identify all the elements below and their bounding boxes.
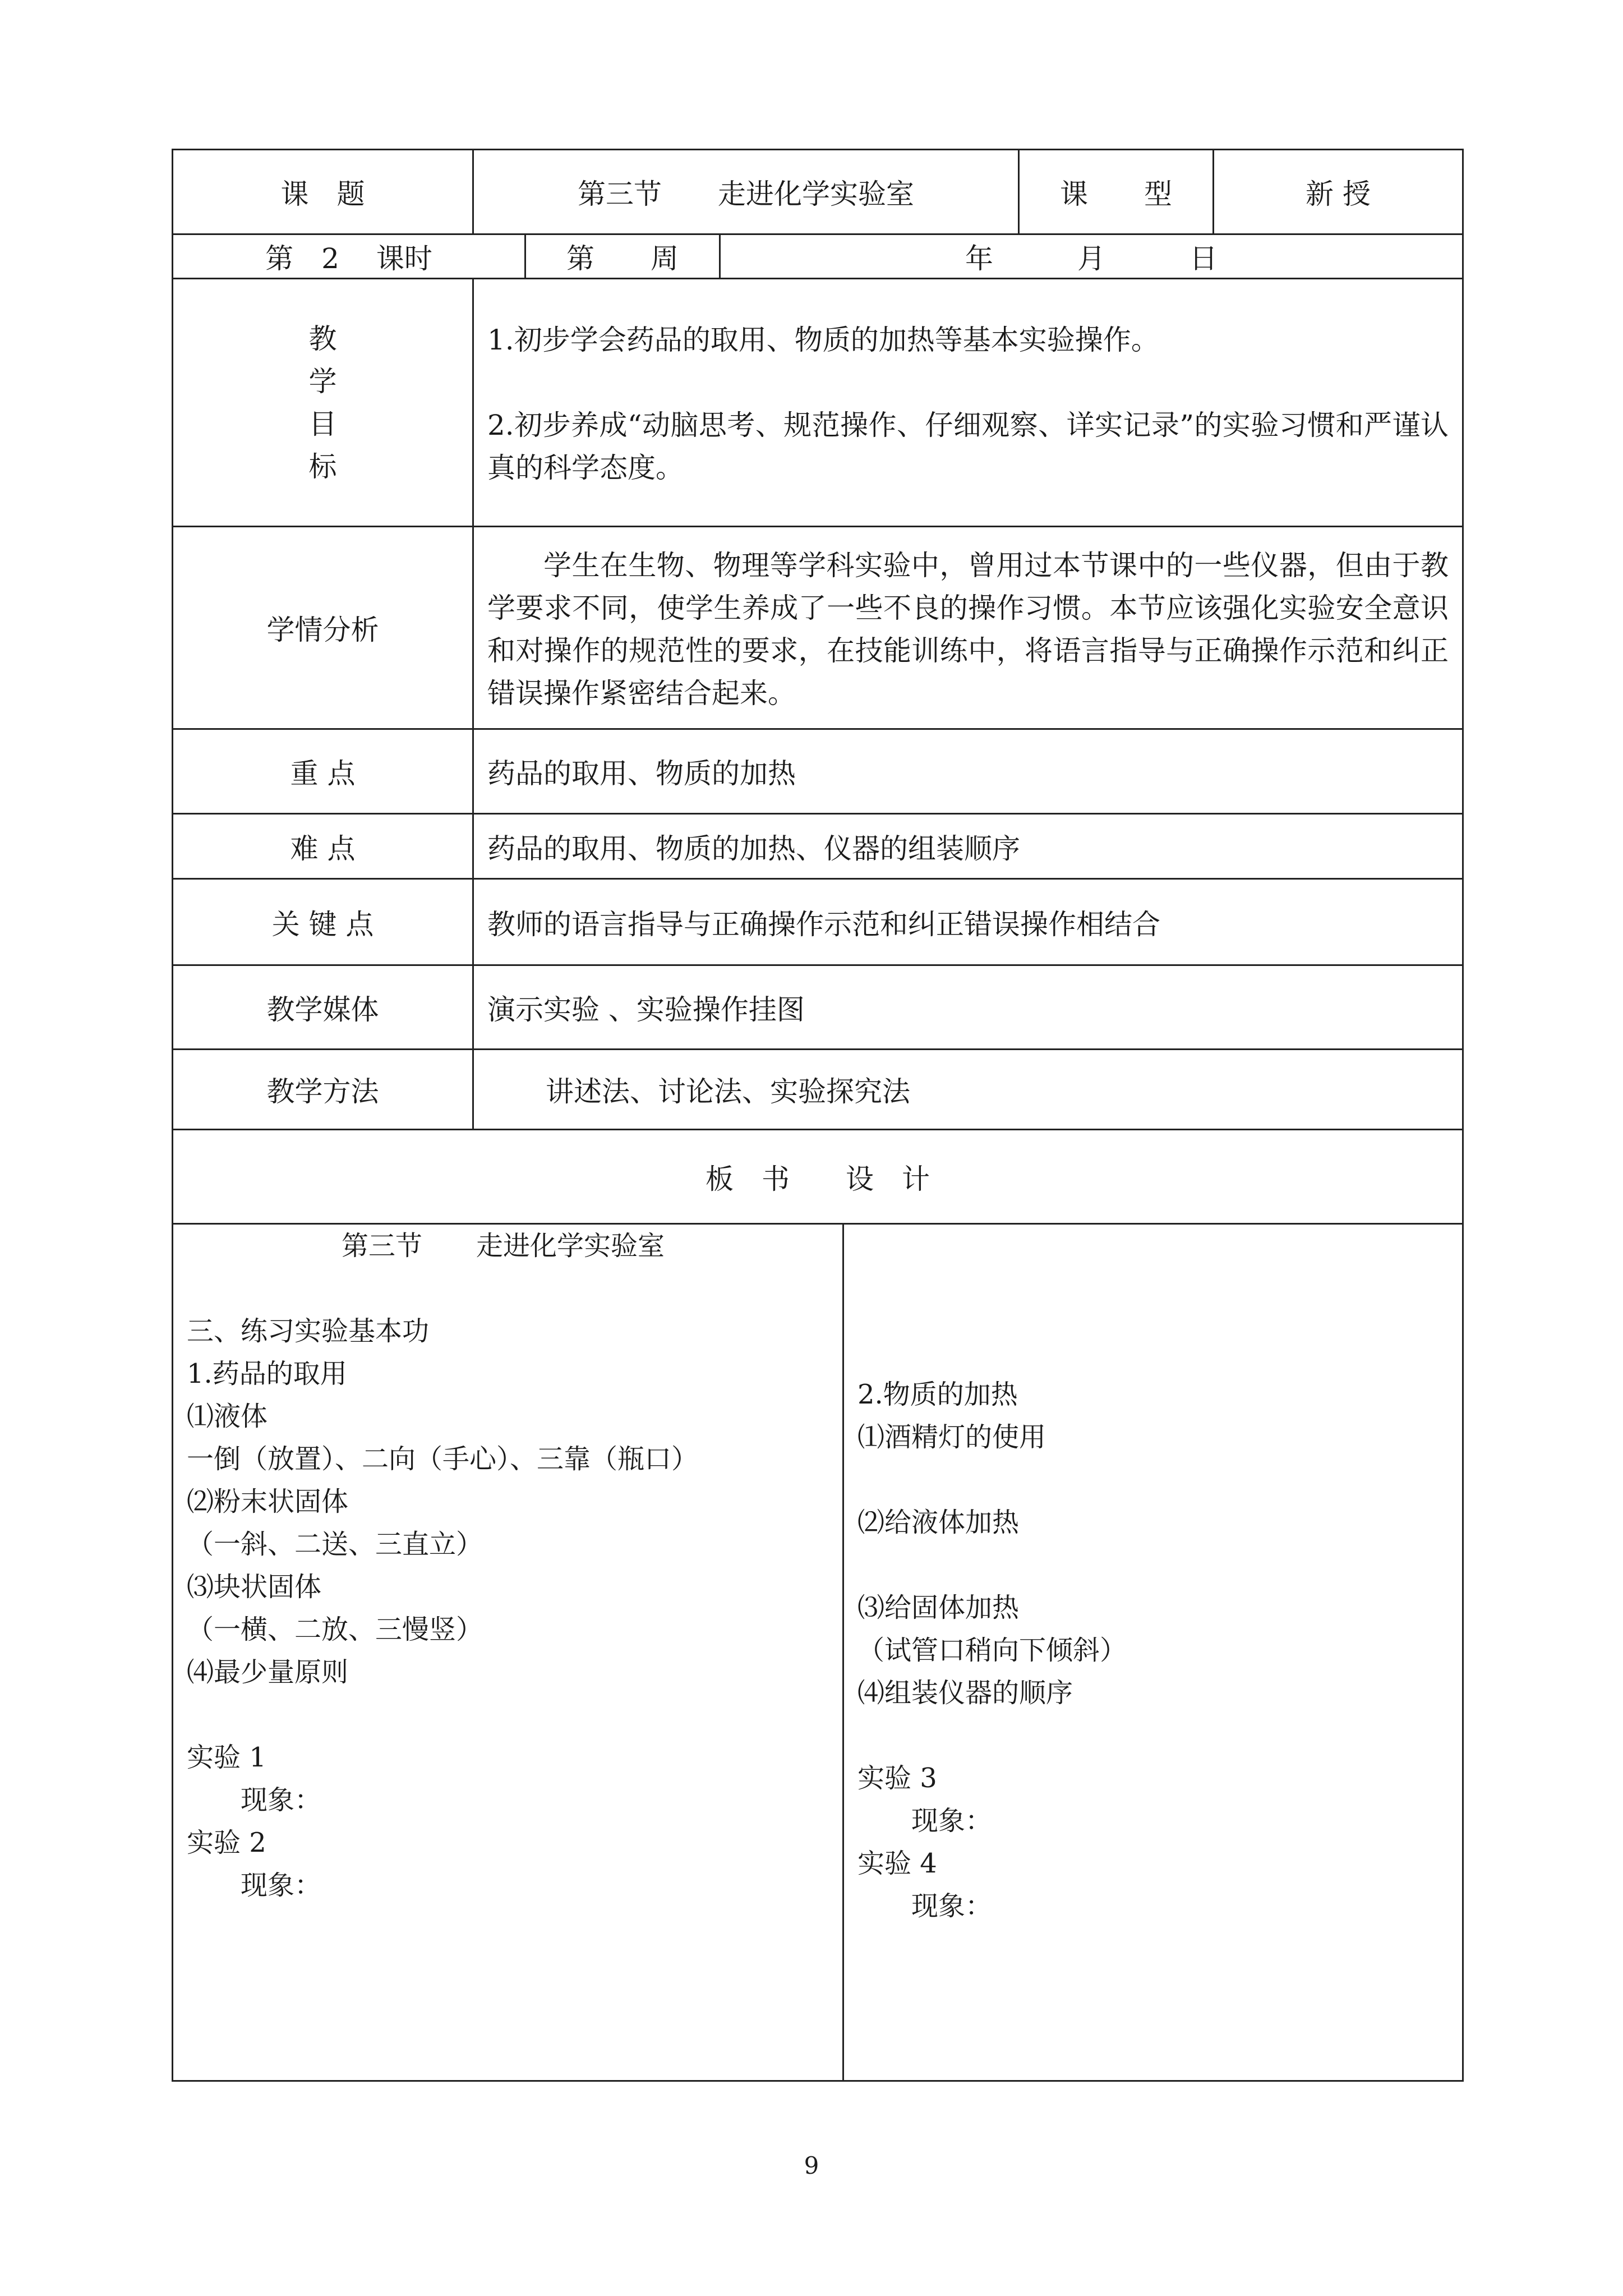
topic-row [173, 150, 1462, 235]
topic-value-text: 第三节 走进化学实验室 [578, 178, 914, 210]
analysis-row [173, 527, 1462, 730]
board-right-line: 现象： [857, 1890, 993, 1922]
objectives-label-char-1: 教 [308, 322, 337, 355]
page-number: 9 [804, 2152, 819, 2179]
key-point-label-text: 重 点 [290, 757, 356, 790]
key-point-row [173, 730, 1462, 815]
difficult-point-value [474, 815, 1462, 878]
media-value [474, 966, 1462, 1048]
board-right-line: 实验 3 [857, 1763, 937, 1794]
board-left-line [187, 1694, 698, 1736]
board-left-line: 1.药品的取用 [187, 1358, 347, 1389]
board-right-line: 实验 4 [857, 1848, 937, 1879]
board-left-line: ⑷最少量原则 [187, 1657, 349, 1688]
media-label [173, 966, 474, 1048]
type-label-text: 课 型 [1060, 178, 1172, 210]
board-right-line [857, 1714, 1127, 1757]
method-value-text: 讲述法、讨论法、实验探究法 [546, 1075, 910, 1108]
method-label [173, 1050, 474, 1129]
analysis-text: 学生在生物、物理等学科实验中，曾用过本节课中的一些仪器，但由于教学要求不同，使学生养成了一些不良的操作习惯。本节应该强化实验安全意识和对操作的规范性的要求，在技能训练中，将语言指导与正确操作示范和纠正错误操作紧密结合起来。 [487, 549, 1449, 710]
board-right-line: ⑴酒精灯的使用 [857, 1421, 1046, 1453]
board-title [173, 1130, 1462, 1223]
board-content [173, 1225, 1462, 2080]
critical-point-label-text: 关 键 点 [271, 908, 374, 941]
objectives-row [173, 279, 1462, 527]
type-value-text: 新 授 [1306, 178, 1371, 210]
type-value [1214, 150, 1462, 233]
objective-item-2: 2.初步养成“动脑思考、规范操作、仔细观察、详实记录”的实验习惯和严谨认真的科学态度。 [487, 409, 1449, 484]
schedule-row [173, 235, 1462, 279]
difficult-point-label-text: 难 点 [290, 832, 356, 865]
board-right-line: ⑵给液体加热 [857, 1507, 1020, 1538]
analysis-label [173, 527, 474, 728]
board-right-line [857, 1458, 1127, 1501]
objectives-label-char-2: 学 [308, 365, 337, 398]
analysis-content [474, 527, 1462, 728]
board-left-line: 现象： [187, 1784, 322, 1816]
type-label [1020, 150, 1214, 233]
board-right-line: 现象： [857, 1805, 993, 1837]
key-point-label [173, 730, 474, 813]
method-label-text: 教学方法 [266, 1075, 379, 1108]
period-cell [173, 235, 526, 278]
objective-item-1: 1.初步学会药品的取用、物质的加热等基本实验操作。 [487, 324, 1159, 356]
board-right-line: ⑷组装仪器的顺序 [857, 1677, 1073, 1709]
difficult-point-label [173, 815, 474, 878]
board-left-lines [187, 1310, 698, 1907]
board-right-lines [857, 1373, 1127, 1927]
key-point-value-text: 药品的取用、物质的加热 [487, 757, 796, 790]
objectives-label-char-4: 标 [308, 450, 337, 483]
method-row [173, 1050, 1462, 1130]
board-left-heading: 第三节 走进化学实验室 [342, 1230, 665, 1262]
board-right-line: （试管口稍向下倾斜） [857, 1635, 1127, 1666]
critical-point-value-text: 教师的语言指导与正确操作示范和纠正错误操作相结合 [487, 908, 1160, 941]
board-title-text: 板 书 设 计 [706, 1162, 930, 1195]
method-value [474, 1050, 1462, 1129]
week-text: 第 周 [566, 242, 679, 275]
board-left-line: 实验 1 [187, 1742, 266, 1773]
difficult-point-value-text: 药品的取用、物质的加热、仪器的组装顺序 [487, 832, 1020, 865]
period-text: 第 2 课时 [265, 242, 432, 275]
topic-label-text: 课 题 [280, 178, 365, 210]
analysis-label-text: 学情分析 [266, 614, 379, 646]
media-label-text: 教学媒体 [266, 993, 379, 1026]
topic-label [173, 150, 474, 233]
board-left-line: 一倒（放置）、二向（手心）、三靠（瓶口） [187, 1443, 699, 1475]
week-cell [526, 235, 721, 278]
date-cell [721, 235, 1462, 278]
board-right-line: ⑶给固体加热 [857, 1592, 1020, 1623]
key-point-value [474, 730, 1462, 813]
objectives-label-char-3: 目 [308, 407, 337, 440]
media-value-text: 演示实验 、实验操作挂图 [487, 993, 805, 1026]
objectives-label [173, 279, 474, 526]
critical-point-row [173, 880, 1462, 966]
board-left-line: 实验 2 [187, 1827, 266, 1858]
board-left-line: ⑵粉末状固体 [187, 1486, 349, 1517]
board-left-line: 三、练习实验基本功 [187, 1315, 430, 1347]
media-row [173, 966, 1462, 1050]
difficult-point-row [173, 815, 1462, 880]
board-left-line: 现象： [187, 1870, 322, 1901]
topic-value [474, 150, 1020, 233]
board-left-line: （一横、二放、三慢竖） [187, 1614, 483, 1645]
board-title-row [173, 1130, 1462, 1225]
objectives-content [474, 279, 1462, 526]
board-right-line: 2.物质的加热 [857, 1379, 1018, 1410]
critical-point-label [173, 880, 474, 964]
lesson-plan-table [172, 149, 1464, 2082]
date-text: 年 月 日 [965, 242, 1218, 275]
critical-point-value [474, 880, 1462, 964]
board-right-column [844, 1225, 1462, 2080]
board-right-line [857, 1544, 1127, 1586]
board-left-line: （一斜、二送、三直立） [187, 1529, 483, 1560]
board-left-column [173, 1225, 844, 2080]
board-left-line: ⑴液体 [187, 1401, 268, 1432]
board-left-line: ⑶块状固体 [187, 1571, 322, 1603]
